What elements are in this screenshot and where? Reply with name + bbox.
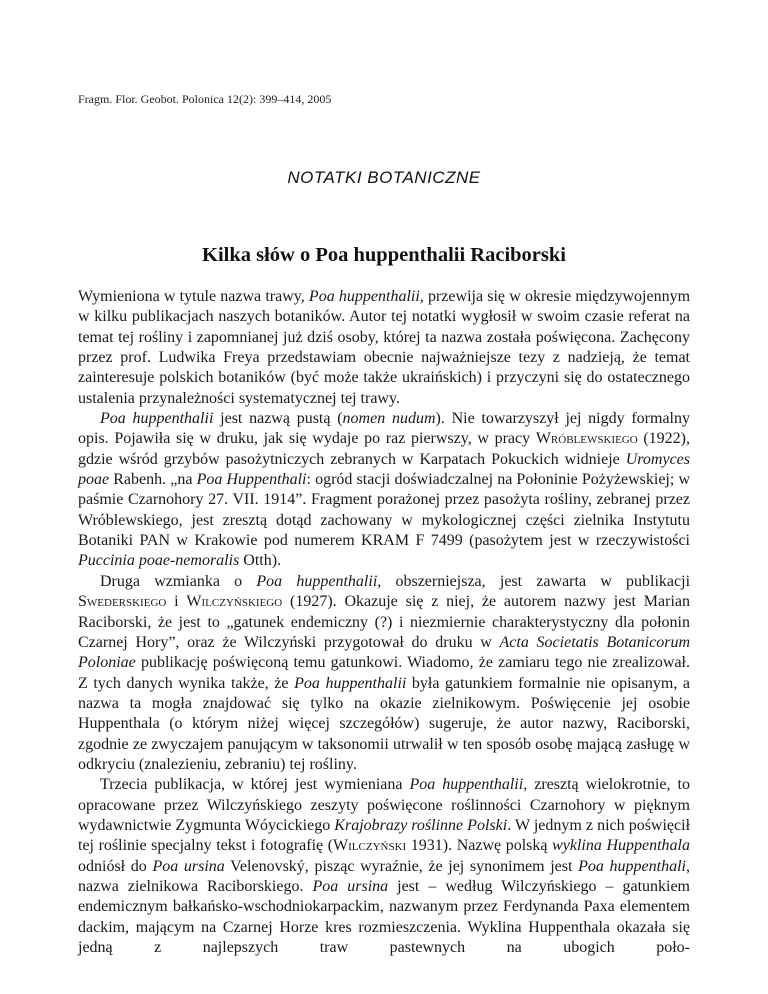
paragraph-2: Poa huppenthalii jest nazwą pustą (nomen nudum). Nie towarzyszył jej nigdy formalny opis. Pojawiła się w druku, jak się wydaje po raz pierwszy, w pracy Wróblewskiego (1922), gdzie wśród grzybów pasożytniczych zebranych w Karpatach Pokuckich widnieje Uromyces poae Rabenh. „na Poa Huppenthali: ogród stacji doświadczalnej na Połoninie Pożyżewskiej; w paśmie Czarnohory 27. VII. 1914”. Fragment porażonej przez pasożyta rośliny, zebranej przez Wróblewskiego, jest zresztą dotąd zachowany w mykologicznej części zielnika Instytutu Botaniki PAN w Krakowie pod numerem KRAM F 7499 (pasożytem jest w rzeczywistości Puccinia poae-nemoralis Otth). — [78, 410, 691, 570]
journal-citation: Fragm. Flor. Geobot. Polonica 12(2): 399–414, 2005 — [78, 92, 332, 106]
paragraph-4: Trzecia publikacja, w której jest wymieniana Poa huppenthalii, zresztą wielokrotnie, to opracowane przez Wilczyńskiego zeszyty poświęcone roślinności Czarnohory w pięknym wydawnictwie Zygmunta Wóycickiego Krajobrazy roślinne Polski. W jednym z nich poświęcił tej roślinie specjalny tekst i fotografię (Wilczyński 1931). Nazwę polską wyklina Huppenthala odniósł do Poa ursina Velenovský, pisząc wyraźnie, że jej synonimem jest Poa huppenthali, nazwa zielnikowa Raciborskiego. Poa ursina jest – według Wilczyńskiego – gatunkiem endemicznym bałkańsko-wschodniokarpackim, nazwanym przez Ferdynanda Paxa elementem dackim, mającym na Czarnej Horze kres rozmieszczenia. Wyklina Huppenthala okazała się jedną z najlepszych traw pastewnych na ubogich poło- — [78, 776, 691, 956]
article-title: Kilka słów o Poa huppenthalii Raciborski — [202, 244, 566, 266]
section-title: NOTATKI BOTANICZNE — [287, 168, 481, 187]
paragraph-3: Druga wzmianka o Poa huppenthalii, obszerniejsza, jest zawarta w publikacji Swederskiego i Wilczyńskiego (1927). Okazuje się z niej, że autorem nazwy jest Marian Raciborski, że jest to „gatunek endemiczny (?) i niezmiernie charakterystyczny dla połonin Czarnej Hory”, oraz że Wilczyński przygotował do druku w Acta Societatis Botanicorum Poloniae publikację poświęconą temu gatunkowi. Wiadomo, że zamiaru tego nie zrealizował. Z tych danych wynika także, że Poa huppenthalii była gatunkiem formalnie nie opisanym, a nazwa ta mogła znajdować się tylko na okazie zielnikowym. Poświęcenie jej osobie Huppenthala (o którym niżej więcej szczegółów) sugeruje, że autor nazwy, Raciborski, zgodnie ze zwyczajem panującym w taksonomii utrwalił w ten sposób osobę mającą zasługę w odkryciu (znalezieniu, zebraniu) tej rośliny. — [78, 572, 691, 773]
paragraph-1: Wymieniona w tytule nazwa trawy, Poa huppenthalii, przewija się w okresie międzywojennym w kilku publikacjach naszych botaników. Autor tej notatki wygłosił w swoim czasie referat na temat tej rośliny i zapomnianej już dziś osoby, której ta nazwa została poświęcona. Zachęcony przez prof. Ludwika Freya przedstawiam obecnie najważniejsze tezy z nadzieją, że temat zainteresuje polskich botaników (być może także ukraińskich) i przyczyni się do ostatecznego ustalenia przynależności systematycznej tej trawy. — [78, 288, 691, 407]
article-body — [78, 287, 690, 958]
